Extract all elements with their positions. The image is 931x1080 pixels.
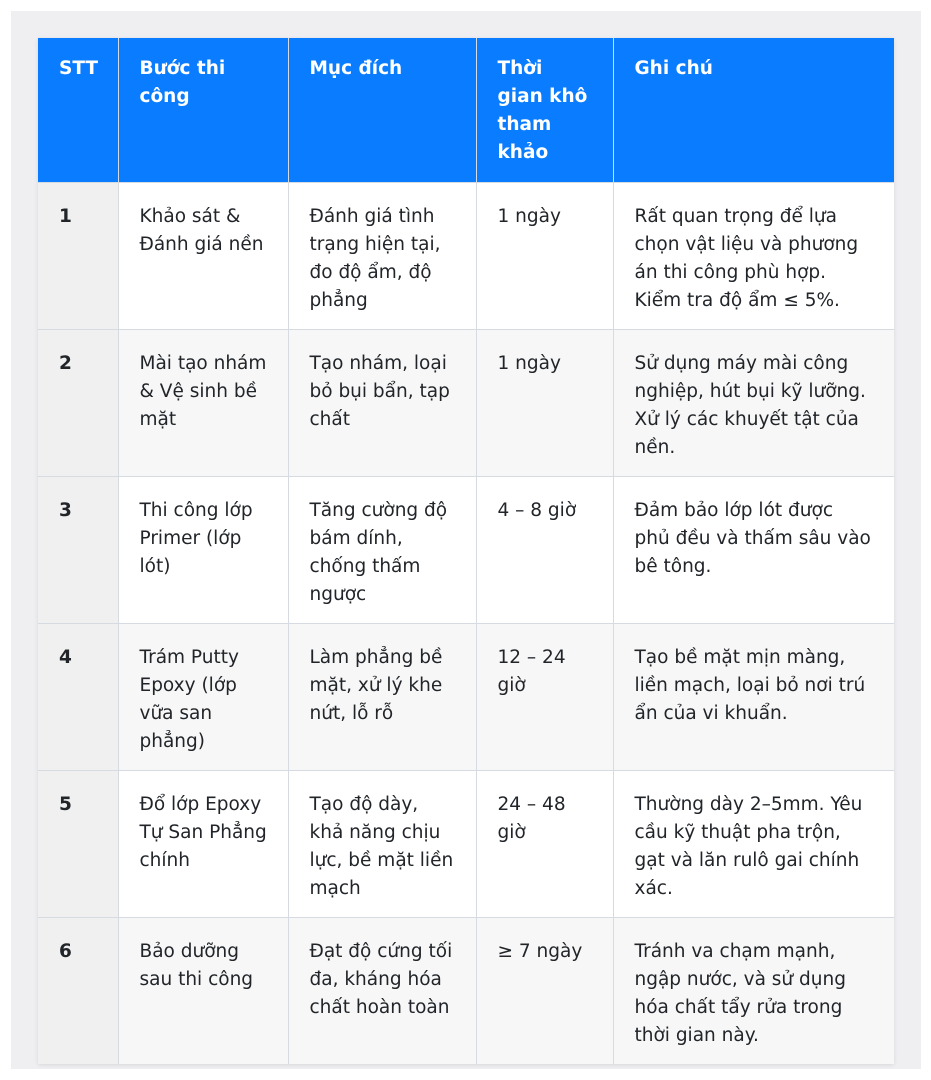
header-drying-time: Thời gian khô tham khảo xyxy=(476,38,613,183)
cell-time: 1 ngày xyxy=(476,183,613,330)
cell-note: Tránh va chạm mạnh, ngập nước, và sử dụng hóa chất tẩy rửa trong thời gian này. xyxy=(613,918,894,1065)
header-note: Ghi chú xyxy=(613,38,894,183)
table-row xyxy=(38,771,894,918)
cell-purpose: Tạo nhám, loại bỏ bụi bẩn, tạp chất xyxy=(288,330,476,477)
table-row xyxy=(38,330,894,477)
cell-stt: 2 xyxy=(38,330,118,477)
cell-purpose: Đạt độ cứng tối đa, kháng hóa chất hoàn toàn xyxy=(288,918,476,1065)
header-step: Bước thi công xyxy=(118,38,288,183)
cell-note: Tạo bề mặt mịn màng, liền mạch, loại bỏ nơi trú ẩn của vi khuẩn. xyxy=(613,624,894,771)
table-row xyxy=(38,918,894,1065)
cell-stt: 3 xyxy=(38,477,118,624)
cell-stt: 6 xyxy=(38,918,118,1065)
cell-note: Rất quan trọng để lựa chọn vật liệu và phương án thi công phù hợp. Kiểm tra độ ẩm ≤ 5%. xyxy=(613,183,894,330)
cell-stt: 5 xyxy=(38,771,118,918)
cell-purpose: Tăng cường độ bám dính, chống thấm ngược xyxy=(288,477,476,624)
cell-step: Bảo dưỡng sau thi công xyxy=(118,918,288,1065)
table-row xyxy=(38,477,894,624)
table-row xyxy=(38,183,894,330)
cell-note: Đảm bảo lớp lót được phủ đều và thấm sâu vào bê tông. xyxy=(613,477,894,624)
cell-purpose: Đánh giá tình trạng hiện tại, đo độ ẩm, độ phẳng xyxy=(288,183,476,330)
cell-step: Khảo sát & Đánh giá nền xyxy=(118,183,288,330)
cell-note: Thường dày 2–5mm. Yêu cầu kỹ thuật pha trộn, gạt và lăn rulô gai chính xác. xyxy=(613,771,894,918)
cell-stt: 4 xyxy=(38,624,118,771)
cell-stt: 1 xyxy=(38,183,118,330)
cell-step: Trám Putty Epoxy (lớp vữa san phẳng) xyxy=(118,624,288,771)
header-stt: STT xyxy=(38,38,118,183)
cell-time: 1 ngày xyxy=(476,330,613,477)
cell-purpose: Làm phẳng bề mặt, xử lý khe nứt, lỗ rỗ xyxy=(288,624,476,771)
cell-step: Mài tạo nhám & Vệ sinh bề mặt xyxy=(118,330,288,477)
cell-purpose: Tạo độ dày, khả năng chịu lực, bề mặt liền mạch xyxy=(288,771,476,918)
table-row xyxy=(38,624,894,771)
header-purpose: Mục đích xyxy=(288,38,476,183)
cell-time: ≥ 7 ngày xyxy=(476,918,613,1065)
cell-step: Thi công lớp Primer (lớp lót) xyxy=(118,477,288,624)
cell-time: 24 – 48 giờ xyxy=(476,771,613,918)
cell-time: 12 – 24 giờ xyxy=(476,624,613,771)
table-header-row xyxy=(38,38,894,183)
cell-step: Đổ lớp Epoxy Tự San Phẳng chính xyxy=(118,771,288,918)
cell-note: Sử dụng máy mài công nghiệp, hút bụi kỹ lưỡng. Xử lý các khuyết tật của nền. xyxy=(613,330,894,477)
cell-time: 4 – 8 giờ xyxy=(476,477,613,624)
construction-steps-table xyxy=(38,38,894,1064)
